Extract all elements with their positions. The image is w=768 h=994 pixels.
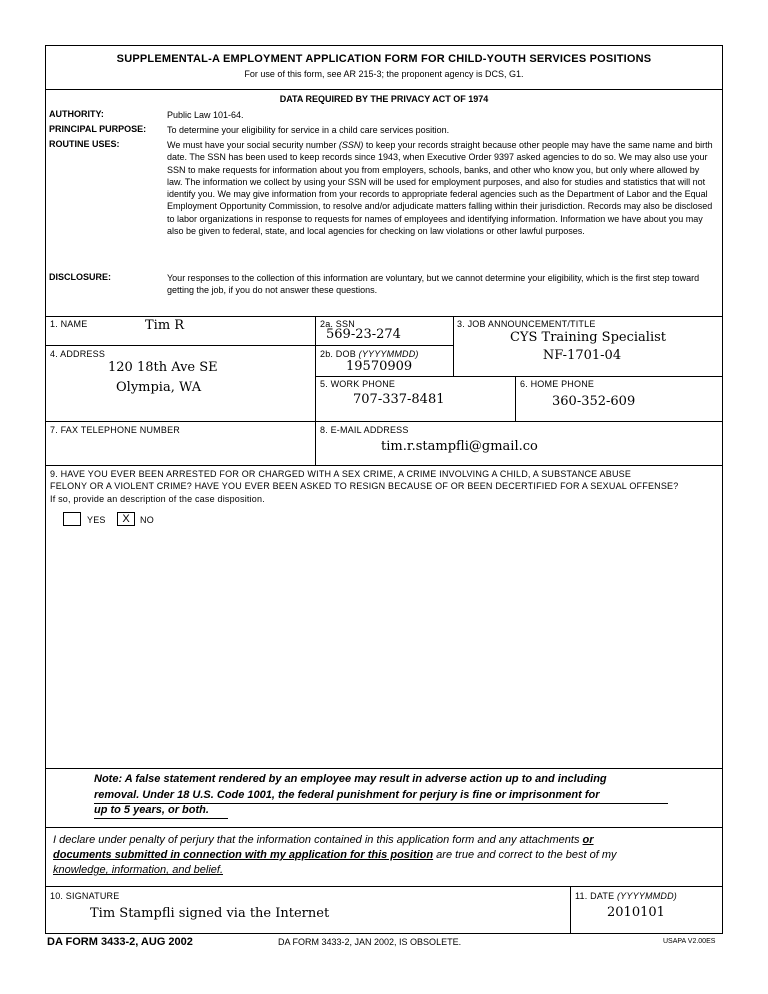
form-title: SUPPLEMENTAL-A EMPLOYMENT APPLICATION FORM FOR CHILD-YOUTH SERVICES POSITIONS (116, 53, 652, 65)
form-id: DA FORM 3433-2, AUG 2002 (47, 936, 193, 948)
dob-label-text: 2b. DOB (320, 349, 356, 359)
job-title-field[interactable]: CYS Training Specialist (509, 330, 667, 345)
form-subtitle: For use of this form, see AR 215-3; the proponent agency is DCS, G1. (244, 69, 524, 79)
ssn-label: 2a. SSN (320, 319, 355, 329)
authority-label: AUTHORITY: (49, 109, 104, 119)
declaration-line1-text: I declare under penalty of perjury that the information contained in this application form and any attachments (53, 834, 583, 846)
date-format: (YYYYMMDD) (616, 891, 677, 901)
declaration-line2 (53, 849, 617, 861)
email-field[interactable]: tim.r.stampfli@gmail.co (381, 439, 538, 454)
no-checkbox[interactable]: X (117, 512, 135, 526)
name-label: 1. NAME (50, 319, 88, 329)
routine-uses-text (167, 139, 713, 237)
routine-uses-pre: We must have your social security number (167, 140, 339, 150)
question-9-box (45, 465, 723, 769)
address-line1-field[interactable]: 120 18th Ave SE (108, 360, 218, 375)
ssn-field[interactable]: 569-23-274 (326, 327, 401, 342)
note-line3: up to 5 years, or both. (94, 804, 209, 816)
disclosure-label: DISCLOSURE: (49, 272, 112, 282)
routine-uses-ssn: (SSN) (338, 140, 364, 150)
routine-uses-post: to keep your records straight because other people may have the same name and birth date. The SSN has been used to keep records since 1943, when Executive Order 9397 asked agencies to do so. We may also use your SSN to make requests for information about you from employers, schools, banks, and other who know you, but only where allowed by law. The information we collect by using your SSN will be used for employment purposes, and also for studies and statistics that will not identify you. We may give information from your records to appropriate federal agencies such as the Department of Labor and the Equal Employment Opportunity Commission, to resolve and/or adjudicate matters falling within their jurisdiction. Records may also be disclosed to labor organizations in response to requests for names of employees and identifying information. Information we have about you may also be given to federal, state, and local agencies for checking on law violations or other lawful purposes. (167, 140, 713, 237)
no-label: NO (140, 515, 154, 525)
job-title-label: 3. JOB ANNOUNCEMENT/TITLE (457, 319, 596, 329)
signature-label: 10. SIGNATURE (50, 891, 120, 901)
form-header-box (45, 45, 723, 90)
obsolete-notice: DA FORM 3433-2, JAN 2002, IS OBSOLETE. (278, 937, 462, 947)
question-9-line2: FELONY OR A VIOLENT CRIME? HAVE YOU EVER BEEN ASKED TO RESIGN BECAUSE OF OR BEEN DECERTIFIED FOR A SEXUAL OFFENSE? (50, 481, 679, 491)
declaration-line3: knowledge, information, and belief. (53, 864, 223, 876)
routine-uses-label: ROUTINE USES: (49, 139, 120, 149)
version-tag: USAPA V2.00ES (663, 938, 716, 945)
signature-field[interactable]: Tim Stampfli signed via the Internet (90, 906, 330, 921)
yes-checkbox[interactable] (63, 512, 81, 526)
date-label (575, 891, 677, 901)
declaration-line2-emph: documents submitted in connection with my application for this position (53, 849, 434, 861)
home-phone-label: 6. HOME PHONE (520, 379, 595, 389)
note-line2: removal. Under 18 U.S. Code 1001, the federal punishment for perjury is fine or imprisonment for (94, 789, 600, 801)
privacy-act-heading: DATA REQUIRED BY THE PRIVACY ACT OF 1974 (279, 94, 489, 104)
authority-text: Public Law 101-64. (167, 110, 244, 120)
date-label-text: 11. DATE (575, 891, 615, 901)
disclosure-text: Your responses to the collection of this information are voluntary, but we cannot determine your eligibility, which is the first step toward getting the job, if you do not answer these questions. (167, 273, 700, 296)
declaration-line2-text: are true and correct to the best of my (433, 849, 617, 861)
purpose-label: PRINCIPAL PURPOSE: (49, 124, 147, 134)
dob-field[interactable]: 19570909 (346, 359, 413, 374)
home-phone-field[interactable]: 360-352-609 (552, 394, 636, 409)
question-9-line3: If so, provide an description of the case disposition. (50, 494, 265, 504)
email-label: 8. E-MAIL ADDRESS (320, 425, 409, 435)
address-label: 4. ADDRESS (50, 349, 106, 359)
purpose-text: To determine your eligibility for service in a child care services position. (167, 125, 450, 135)
work-phone-label: 5. WORK PHONE (320, 379, 396, 389)
work-phone-field[interactable]: 707-337-8481 (353, 392, 445, 407)
fax-label: 7. FAX TELEPHONE NUMBER (50, 425, 180, 435)
dob-label (320, 349, 419, 359)
note-line1: Note: A false statement rendered by an employee may result in adverse action up to and including (94, 773, 607, 785)
declaration-line1-or: or (582, 834, 594, 846)
job-number-field[interactable]: NF-1701-04 (542, 348, 622, 363)
name-field[interactable]: Tim R (145, 318, 185, 333)
address-line2-field[interactable]: Olympia, WA (116, 380, 202, 395)
yes-label: YES (87, 515, 106, 525)
question-9-line1: 9. HAVE YOU EVER BEEN ARRESTED FOR OR CHARGED WITH A SEX CRIME, A CRIME INVOLVING A CHILD, A SUBSTANCE ABUSE (50, 469, 632, 479)
declaration-line1 (53, 834, 594, 846)
dob-format: (YYYYMMDD) (358, 349, 419, 359)
date-field[interactable]: 2010101 (607, 905, 665, 920)
